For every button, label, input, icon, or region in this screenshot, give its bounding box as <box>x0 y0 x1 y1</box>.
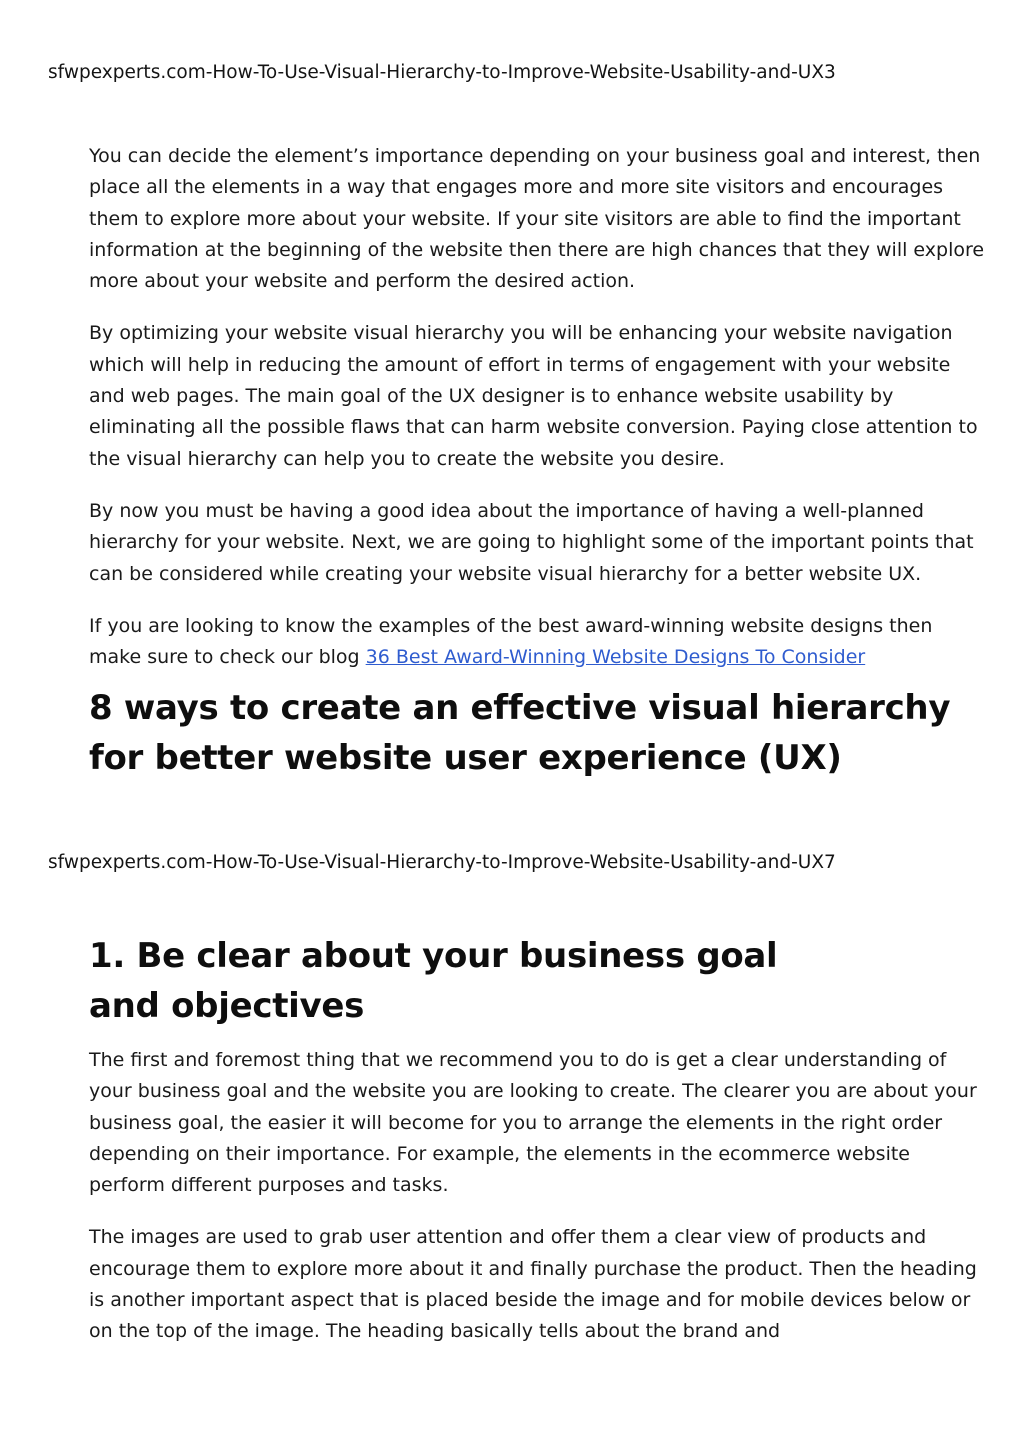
paragraph-optimizing-hierarchy: By optimizing your website visual hierarchy you will be enhancing your website navigation which will help in reducing the amount of effort in terms of engagement with your website and web pages. The main goal of the UX designer is to enhance website usability by eliminating all the possible flaws that can harm website conversion. Paying close attention to the visual hierarchy can help you to create the website you desire. <box>89 322 978 470</box>
article-block-2 <box>89 931 989 1348</box>
paragraph-award-winning-blog <box>89 611 989 674</box>
paragraph-well-planned-hierarchy: By now you must be having a good idea about the importance of having a well-planned hierarchy for your website. Next, we are going to highlight some of the important points that can be considered while creating your website visual hierarchy for a better website UX. <box>89 499 974 585</box>
page-caption-middle: sfwpexperts.com-How-To-Use-Visual-Hierarchy-to-Improve-Website-Usability-and-UX7 <box>48 852 836 873</box>
award-winning-blog-link[interactable]: 36 Best Award-Winning Website Designs To Consider <box>365 646 866 669</box>
heading-business-goal: 1. Be clear about your business goal and objectives <box>89 936 778 1026</box>
heading-8-ways: 8 ways to create an effective visual hierarchy for better website user experience (UX) <box>89 688 951 779</box>
paragraph-element-importance: You can decide the element’s importance depending on your business goal and interest, then place all the elements in a way that engages more and more site visitors and encourages them to explore more about your website. If your site visitors are able to find the important information at the beginning of the website then there are high chances that they will explore more about your website and perform the desired action. <box>89 145 985 293</box>
article-block-1 <box>89 141 989 783</box>
paragraph-first-and-foremost: The first and foremost thing that we recommend you to do is get a clear understanding of your business goal and the website you are looking to create. The clearer you are about your business goal, the easier it will become for you to arrange the elements in the right order depending on their importance. For example, the elements in the ecommerce website perform different purposes and tasks. <box>89 1049 977 1197</box>
page-caption-top: sfwpexperts.com-How-To-Use-Visual-Hierarchy-to-Improve-Website-Usability-and-UX3 <box>48 62 836 83</box>
paragraph-images-grab-attention: The images are used to grab user attention and offer them a clear view of products and encourage them to explore more about it and finally purchase the product. Then the heading is another important aspect that is placed beside the image and for mobile devices below or on the top of the image. The heading basically tells about the brand and <box>89 1226 977 1343</box>
paragraph-award-winning-text: If you are looking to know the examples of the best award-winning website designs then make sure to check our blog <box>89 614 933 669</box>
